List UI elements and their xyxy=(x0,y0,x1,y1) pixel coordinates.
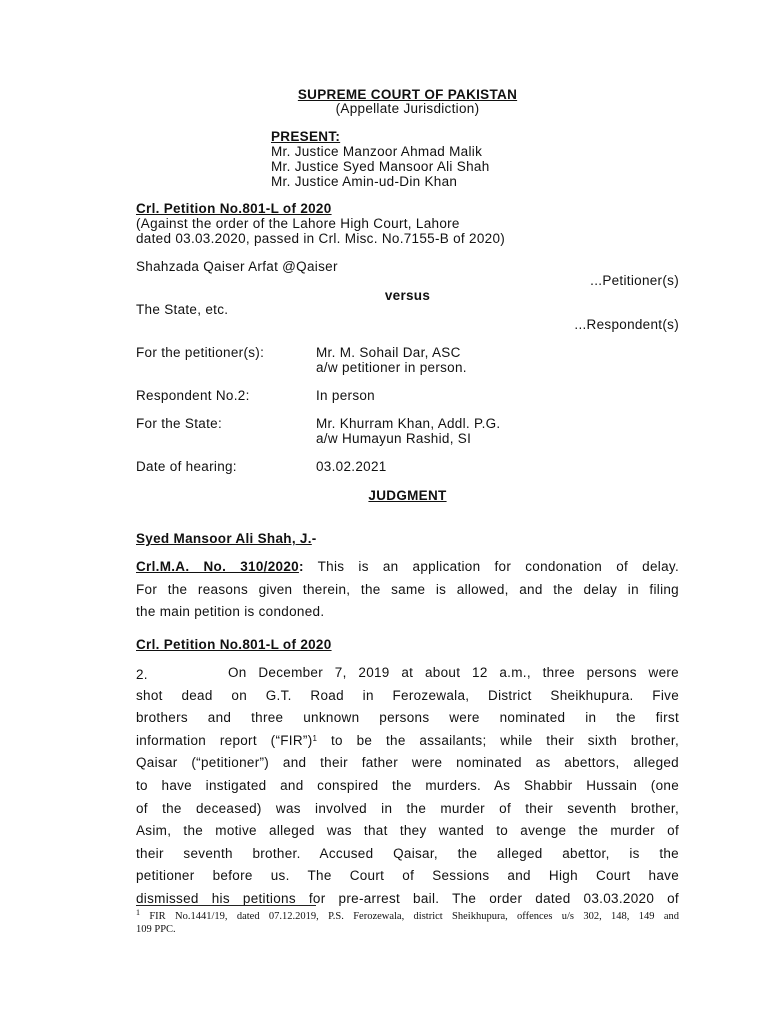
petitioner-name: Shahzada Qaiser Arfat @Qaiser xyxy=(136,259,338,274)
judgment-author-suffix: - xyxy=(311,531,317,546)
cma-paragraph xyxy=(136,556,679,624)
cma-text: This is an application for condonation of delay. xyxy=(303,559,679,574)
paragraph-number: 2. xyxy=(136,667,148,682)
appearance-value: Mr. M. Sohail Dar, ASC xyxy=(316,345,461,360)
paragraph-line: petitioner before us. The Court of Sessions and High Court have xyxy=(136,868,679,884)
judgment-heading: JUDGMENT xyxy=(368,488,447,503)
appearance-label: Date of hearing: xyxy=(136,459,237,474)
paragraph-line: of the deceased) was involved in the murder of their seventh brother, xyxy=(136,800,679,816)
footnote-line: 109 PPC. xyxy=(136,923,176,935)
appearance-label: For the petitioner(s): xyxy=(136,345,265,360)
footnote-line xyxy=(136,908,679,924)
respondent-role: ...Respondent(s) xyxy=(574,317,679,332)
paragraph-line: Asim, the motive alleged was that they wanted to avenge the murder of xyxy=(136,823,679,839)
paragraph-line: Qaisar (“petitioner”) and their father were nominated as abettors, alleged xyxy=(136,755,679,771)
appearance-value: a/w petitioner in person. xyxy=(316,360,467,375)
jurisdiction: (Appellate Jurisdiction) xyxy=(335,101,480,116)
case-against-line: dated 03.03.2020, passed in Crl. Misc. No.7155-B of 2020) xyxy=(136,231,506,246)
footnote-text: FIR No.1441/19, dated 07.12.2019, P.S. Ferozewala, district Sheikhupura, offences u/s 302, 148, 149 and xyxy=(140,911,679,922)
bench-judge: Mr. Justice Amin-ud-Din Khan xyxy=(271,174,458,189)
appearance-label: Respondent No.2: xyxy=(136,388,250,403)
bench-judge: Mr. Justice Syed Mansoor Ali Shah xyxy=(271,159,490,174)
versus-label: versus xyxy=(384,288,431,303)
footnote-divider xyxy=(136,905,316,906)
paragraph-line: shot dead on G.T. Road in Ferozewala, District Sheikhupura. Five xyxy=(136,687,679,703)
paragraph-line: For the reasons given therein, the same is allowed, and the delay in filing xyxy=(136,581,679,597)
appearance-label: For the State: xyxy=(136,416,222,431)
paragraph-2 xyxy=(136,662,679,911)
footnote xyxy=(136,908,679,936)
respondent-name: The State, etc. xyxy=(136,302,229,317)
appearance-value: a/w Humayun Rashid, SI xyxy=(316,431,472,446)
case-title: Crl. Petition No.801-L of 2020 xyxy=(136,201,332,216)
footnote-reference[interactable]: 1 xyxy=(312,733,318,743)
judgment-author-line xyxy=(136,531,317,546)
appearance-value: Mr. Khurram Khan, Addl. P.G. xyxy=(316,416,501,431)
paragraph-line: brothers and three unknown persons were nominated in the first xyxy=(136,710,679,726)
appearance-value: In person xyxy=(316,388,375,403)
line-fragment: information report (“FIR”) xyxy=(136,732,313,748)
judgment-author: Syed Mansoor Ali Shah, J. xyxy=(136,531,312,546)
cma-heading: Crl.M.A. No. 310/2020 xyxy=(136,559,299,574)
case-against-line: (Against the order of the Lahore High Court, Lahore xyxy=(136,216,460,231)
bench-judge: Mr. Justice Manzoor Ahmad Malik xyxy=(271,144,483,159)
line-fragment: to be the assailants; while their sixth brother, xyxy=(317,732,680,748)
paragraph-line xyxy=(136,556,679,579)
paragraph-line: to have instigated and conspired the murders. As Shabbir Hussain (one xyxy=(136,777,679,793)
bench-label: PRESENT: xyxy=(271,129,341,144)
paragraph-line: dismissed his petitions for pre-arrest bail. The order dated 03.03.2020 of xyxy=(136,890,679,906)
footnote-marker: 1 xyxy=(136,908,140,917)
paragraph-line xyxy=(136,730,679,753)
paragraph-line: On December 7, 2019 at about 12 a.m., three persons were xyxy=(228,665,679,680)
paragraph-line: the main petition is condoned. xyxy=(136,604,325,620)
petitioner-role: ...Petitioner(s) xyxy=(590,273,679,288)
hearing-date: 03.02.2021 xyxy=(316,459,387,474)
court-name: SUPREME COURT OF PAKISTAN xyxy=(297,87,518,102)
petition-heading: Crl. Petition No.801-L of 2020 xyxy=(136,637,332,652)
cma-colon: : xyxy=(298,559,304,574)
paragraph-line: their seventh brother. Accused Qaisar, the alleged abettor, is the xyxy=(136,845,679,861)
